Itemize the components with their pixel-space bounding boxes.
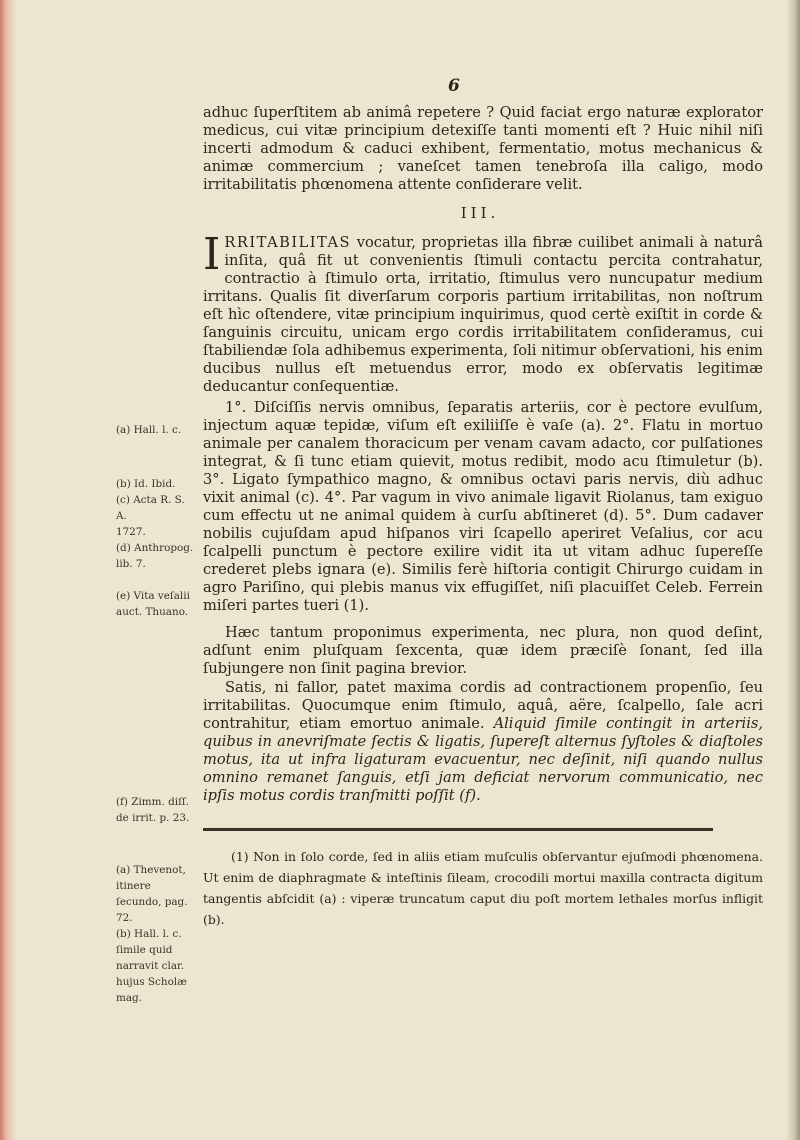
paragraph-3: 1°. Diſciſſis nervis omnibus, ſeparatis arteriis, cor è pectore evulſum, injectum aquæ tepidæ, viſum eſt exiliiſſe è vaſe (a). 2°. Flatu in mortuo animale per canalem thoracicum per venam cavam adacto, cor pulſationes integrat, & ſi tunc etiam quievit, motus redibit, modo acu ſtimuletur (b). 3°. Ligato ſympathico magno, & omnibus octavi paris nervis, diù adhuc vixit animal (c). 4°. Par vagum in vivo animale ligavit Riolanus, tam exiguo cum effectu ut ne animal quidem à curſu abſtineret (d). 5°. Dum cadaver nobilis cujuſdam apud hiſpanos viri ſcapello aperiret Veſalius, cor acu ſcalpelli punctum è pectore exilire vidit ita ut vitam adhuc ſupereſſe crederet plebs ignara (e). Similis ferè hiſtoria contigit Chirurgo cuidam in agro Pariſino, qui plebis manus vix effugiſſet, niſi placuiſſet Celeb. Ferrein miſeri partes tueri (1). bbox=[203, 399, 763, 614]
footnote: (1) Non in ſolo corde, ſed in aliis etiam muſculis obſervantur ejuſmodi phœnomena. Ut enim de diaphragmate & inteſtinis ſileam, crocodili mortui maxilla contracta digitum tangentis abſcidit (a) : viperæ truncatum caput diu poſt mortem lethales morſus infligit (b). bbox=[203, 849, 763, 927]
marginal-line: lib. 7. bbox=[116, 558, 146, 570]
paragraph-5-italic: Aliquid ſimile contingit in arteriis, quibus in anevriſmate ſectis & ligatis, ſupereſt alternus ſyſtoles & diaſtoles motus, ita ut infra ligaturam evacuentur, nec deſinit, niſi quando nullus omnino remanet ſanguis, etſi jam deficiat nervorum communicatio, nec ipſis motus cordis tranſmitti poſſit (f). bbox=[203, 715, 764, 804]
marginal-line: (c) Acta R. S. A. bbox=[116, 494, 185, 522]
marginal-line: 1727. bbox=[116, 526, 146, 538]
marginal-note-f bbox=[116, 794, 198, 826]
marginal-line: hujus Scholæ bbox=[116, 976, 187, 988]
page-edge-right bbox=[786, 0, 800, 1140]
page-edge-left bbox=[0, 0, 16, 1140]
section-heading: III. bbox=[460, 204, 500, 222]
marginal-line: (d) Anthropog. bbox=[116, 542, 194, 554]
paragraph-5 bbox=[203, 679, 763, 805]
marginal-notes-footnote bbox=[116, 862, 198, 1006]
paragraph-2-text: vocatur, proprietas illa fibræ cuilibet animali à naturâ inſita, quâ fit ut convenientis ſtimuli contactu percita contrahatur, contractio à ſtimulo orta, irritatio, ſtimulus vero nuncupatur medium irritans. Qualis ſit diverſarum corporis partium irritabilitas, non noſtrum eſt hìc oſtendere, vitæ principium inquirimus, quod certè exiſtit in corde & ſanguinis circuitu, unicam ergo cordis irritabilitatem conſideramus, cui ſtabiliendæ ſola adhibemus experimenta, ſoli nitimur obſervationi, his enim ducibus nullus eſt metuendus error, modo ex obſervatis legitimæ deducantur conſequentiæ. bbox=[203, 234, 763, 395]
marginal-line: narravit clar. bbox=[116, 960, 185, 972]
marginal-line: (f) Zimm. diſſ. bbox=[116, 796, 190, 808]
marginal-line: (e) Vita veſalii bbox=[116, 590, 190, 602]
marginal-line: mag. bbox=[116, 992, 143, 1004]
paragraph-1: adhuc ſuperſtitem ab animâ repetere ? Quid faciat ergo naturæ explorator medicus, cui vitæ principium detexiſſe tanti momenti eſt ? Huic nihil niſi incerti admodum & caduci exhibent, fermentatio, motus mechanicus & animæ commercium ; vaneſcet tamen tenebroſa illa caligo, modo irritabilitatis phœnomena attente conſiderare velit. bbox=[203, 104, 763, 193]
marginal-line: ſimile quid bbox=[116, 944, 173, 956]
footnote-rule bbox=[203, 828, 713, 831]
paragraph-4: Hæc tantum proponimus experimenta, nec plura, non quod deſint, adſunt enim pluſquam ſexcenta, quæ idem præciſè ſonant, ſed illa ſubjungere non ſinit pagina brevior. bbox=[203, 624, 763, 677]
marginal-note-a: (a) Hall. l. c. bbox=[116, 424, 182, 436]
marginal-notes-b-e bbox=[116, 476, 198, 620]
marginal-line: (a) Thevenot, bbox=[116, 864, 186, 876]
marginal-line: itinere ſecundo, pag. 72. bbox=[116, 880, 188, 924]
paragraph-5-roman: Satis, ni fallor, patet maxima cordis ad contractionem propenſio, ſeu irritabilitas. Quocumque enim ſtimulo, aquâ, aëre, ſcalpello, ſale acri contrahitur, etiam emortuo animale. bbox=[203, 679, 763, 732]
marginal-line bbox=[116, 572, 198, 588]
drop-cap: I bbox=[203, 229, 221, 280]
marginal-line: auct. Thuano. bbox=[116, 606, 189, 618]
paragraph-2 bbox=[203, 229, 763, 396]
page-number: 6 bbox=[448, 76, 460, 96]
marginal-line: (b) Id. Ibid. bbox=[116, 478, 176, 490]
marginal-line: de irrit. p. 23. bbox=[116, 812, 190, 824]
first-word: RRITABILITAS bbox=[224, 234, 352, 251]
marginal-line: (b) Hall. l. c. bbox=[116, 928, 182, 940]
